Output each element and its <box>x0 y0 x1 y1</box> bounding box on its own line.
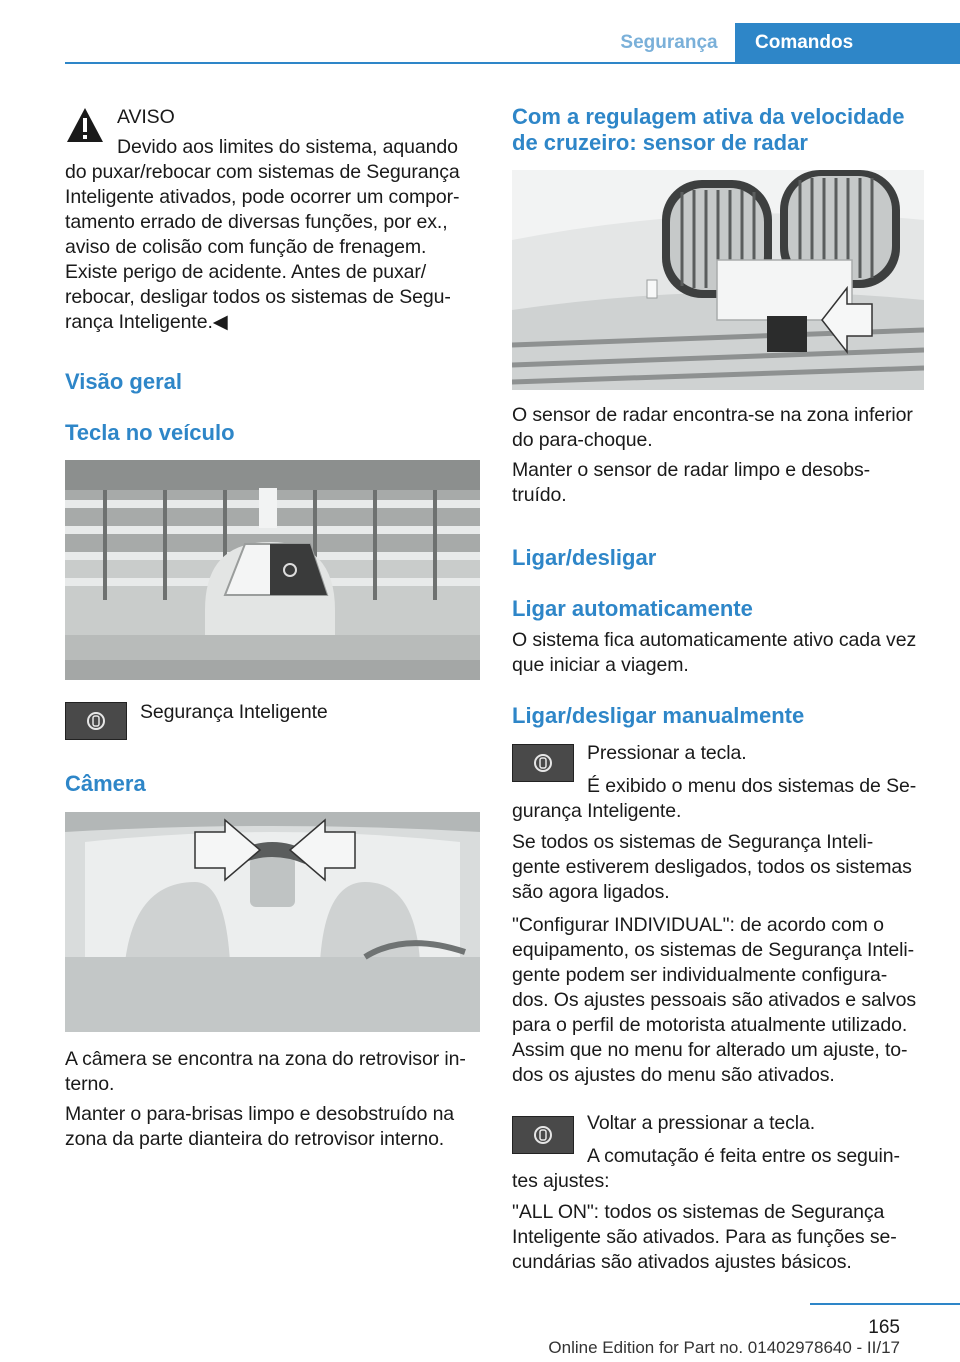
heading-button: Tecla no veículo <box>65 420 235 445</box>
radar-paragraph-2: Manter o sensor de radar limpo e desobs‐ truído. <box>512 459 871 506</box>
shield-car-icon <box>85 710 107 732</box>
camera-photo <box>65 812 480 1032</box>
heading-manual: Ligar/desligar manualmente <box>512 703 805 728</box>
shield-car-icon <box>532 1124 554 1146</box>
footer-rule <box>810 1303 960 1305</box>
header-rule <box>65 62 960 64</box>
camera-paragraph-1: A câmera se encontra na zona do retrovisor in‐ terno. <box>65 1048 466 1095</box>
page-number: 165 <box>868 1317 900 1338</box>
heading-auto: Ligar automaticamente <box>512 596 753 621</box>
tab-chapter[interactable]: Comandos <box>735 23 960 63</box>
press-again-text: Voltar a pressionar a tecla. <box>587 1112 816 1134</box>
radar-sensor-photo <box>512 170 924 390</box>
individual-paragraph: "Configurar INDIVIDUAL": de acordo com o equipamento, os sistemas de Segurança Inteli‐ gente podem ser individualmente configura‐ dos. Os ajustes pessoais são ativados e salvos para o perfil de motorista atualmente utilizado. Assim que no menu for alterado um ajuste, to‐ dos os ajustes do menu são ativados. <box>512 914 917 1086</box>
tab-section[interactable]: Segurança <box>604 23 734 63</box>
vehicle-button-illustration <box>65 460 480 680</box>
camera-illustration <box>65 812 480 1032</box>
camera-paragraph-2: Manter o para-brisas limpo e desobstruído na zona da parte dianteira do retrovisor interno. <box>65 1103 455 1150</box>
safety-key-icon <box>65 702 127 740</box>
all-off-paragraph: Se todos os sistemas de Segurança Inteli‐ gente estiverem desligados, todos os sistemas são agora ligados. <box>512 831 912 903</box>
auto-paragraph: O sistema fica automaticamente ativo cada vez que iniciar a viagem. <box>512 629 917 676</box>
radar-paragraph-1: O sensor de radar encontra-se na zona inferior do para-choque. <box>512 404 913 451</box>
toggle-paragraph: A comutação é feita entre os seguin‐ tes ajustes: <box>512 1145 900 1192</box>
press-key-text: Pressionar a tecla. <box>587 742 747 764</box>
shield-car-icon <box>532 752 554 774</box>
all-on-paragraph: "ALL ON": todos os sistemas de Segurança Inteligente são ativados. Para as funções se‐ cundárias são ativados ajustes básicos. <box>512 1201 897 1273</box>
warning-title: AVISO <box>117 106 175 128</box>
edition-text: Online Edition for Part no. 01402978640 - II/17 <box>548 1338 900 1357</box>
heading-on-off: Ligar/desligar <box>512 545 657 570</box>
key-caption: Segurança Inteligente <box>140 701 328 723</box>
heading-radar: Com a regulagem ativa da velocidade de cruzeiro: sensor de radar <box>512 104 905 155</box>
heading-camera: Câmera <box>65 771 146 796</box>
radar-bumper-illustration <box>512 170 924 390</box>
heading-overview: Visão geral <box>65 369 182 394</box>
menu-shown-text: É exibido o menu dos sistemas de Se‐ gurança Inteligente. <box>512 775 917 822</box>
warning-text: Devido aos limites do sistema, aquando do puxar/rebocar com sistemas de Segurança Inteligente ativados, pode ocorrer um compor‐ tamento errado de diversas funções, por ex., aviso de colisão com função de frenagem. Existe perigo de acidente. Antes de puxar/ rebocar, desligar todos os sistemas de Segu‐ rança Inteligente.◀ <box>65 136 460 333</box>
vehicle-button-photo <box>65 460 480 680</box>
